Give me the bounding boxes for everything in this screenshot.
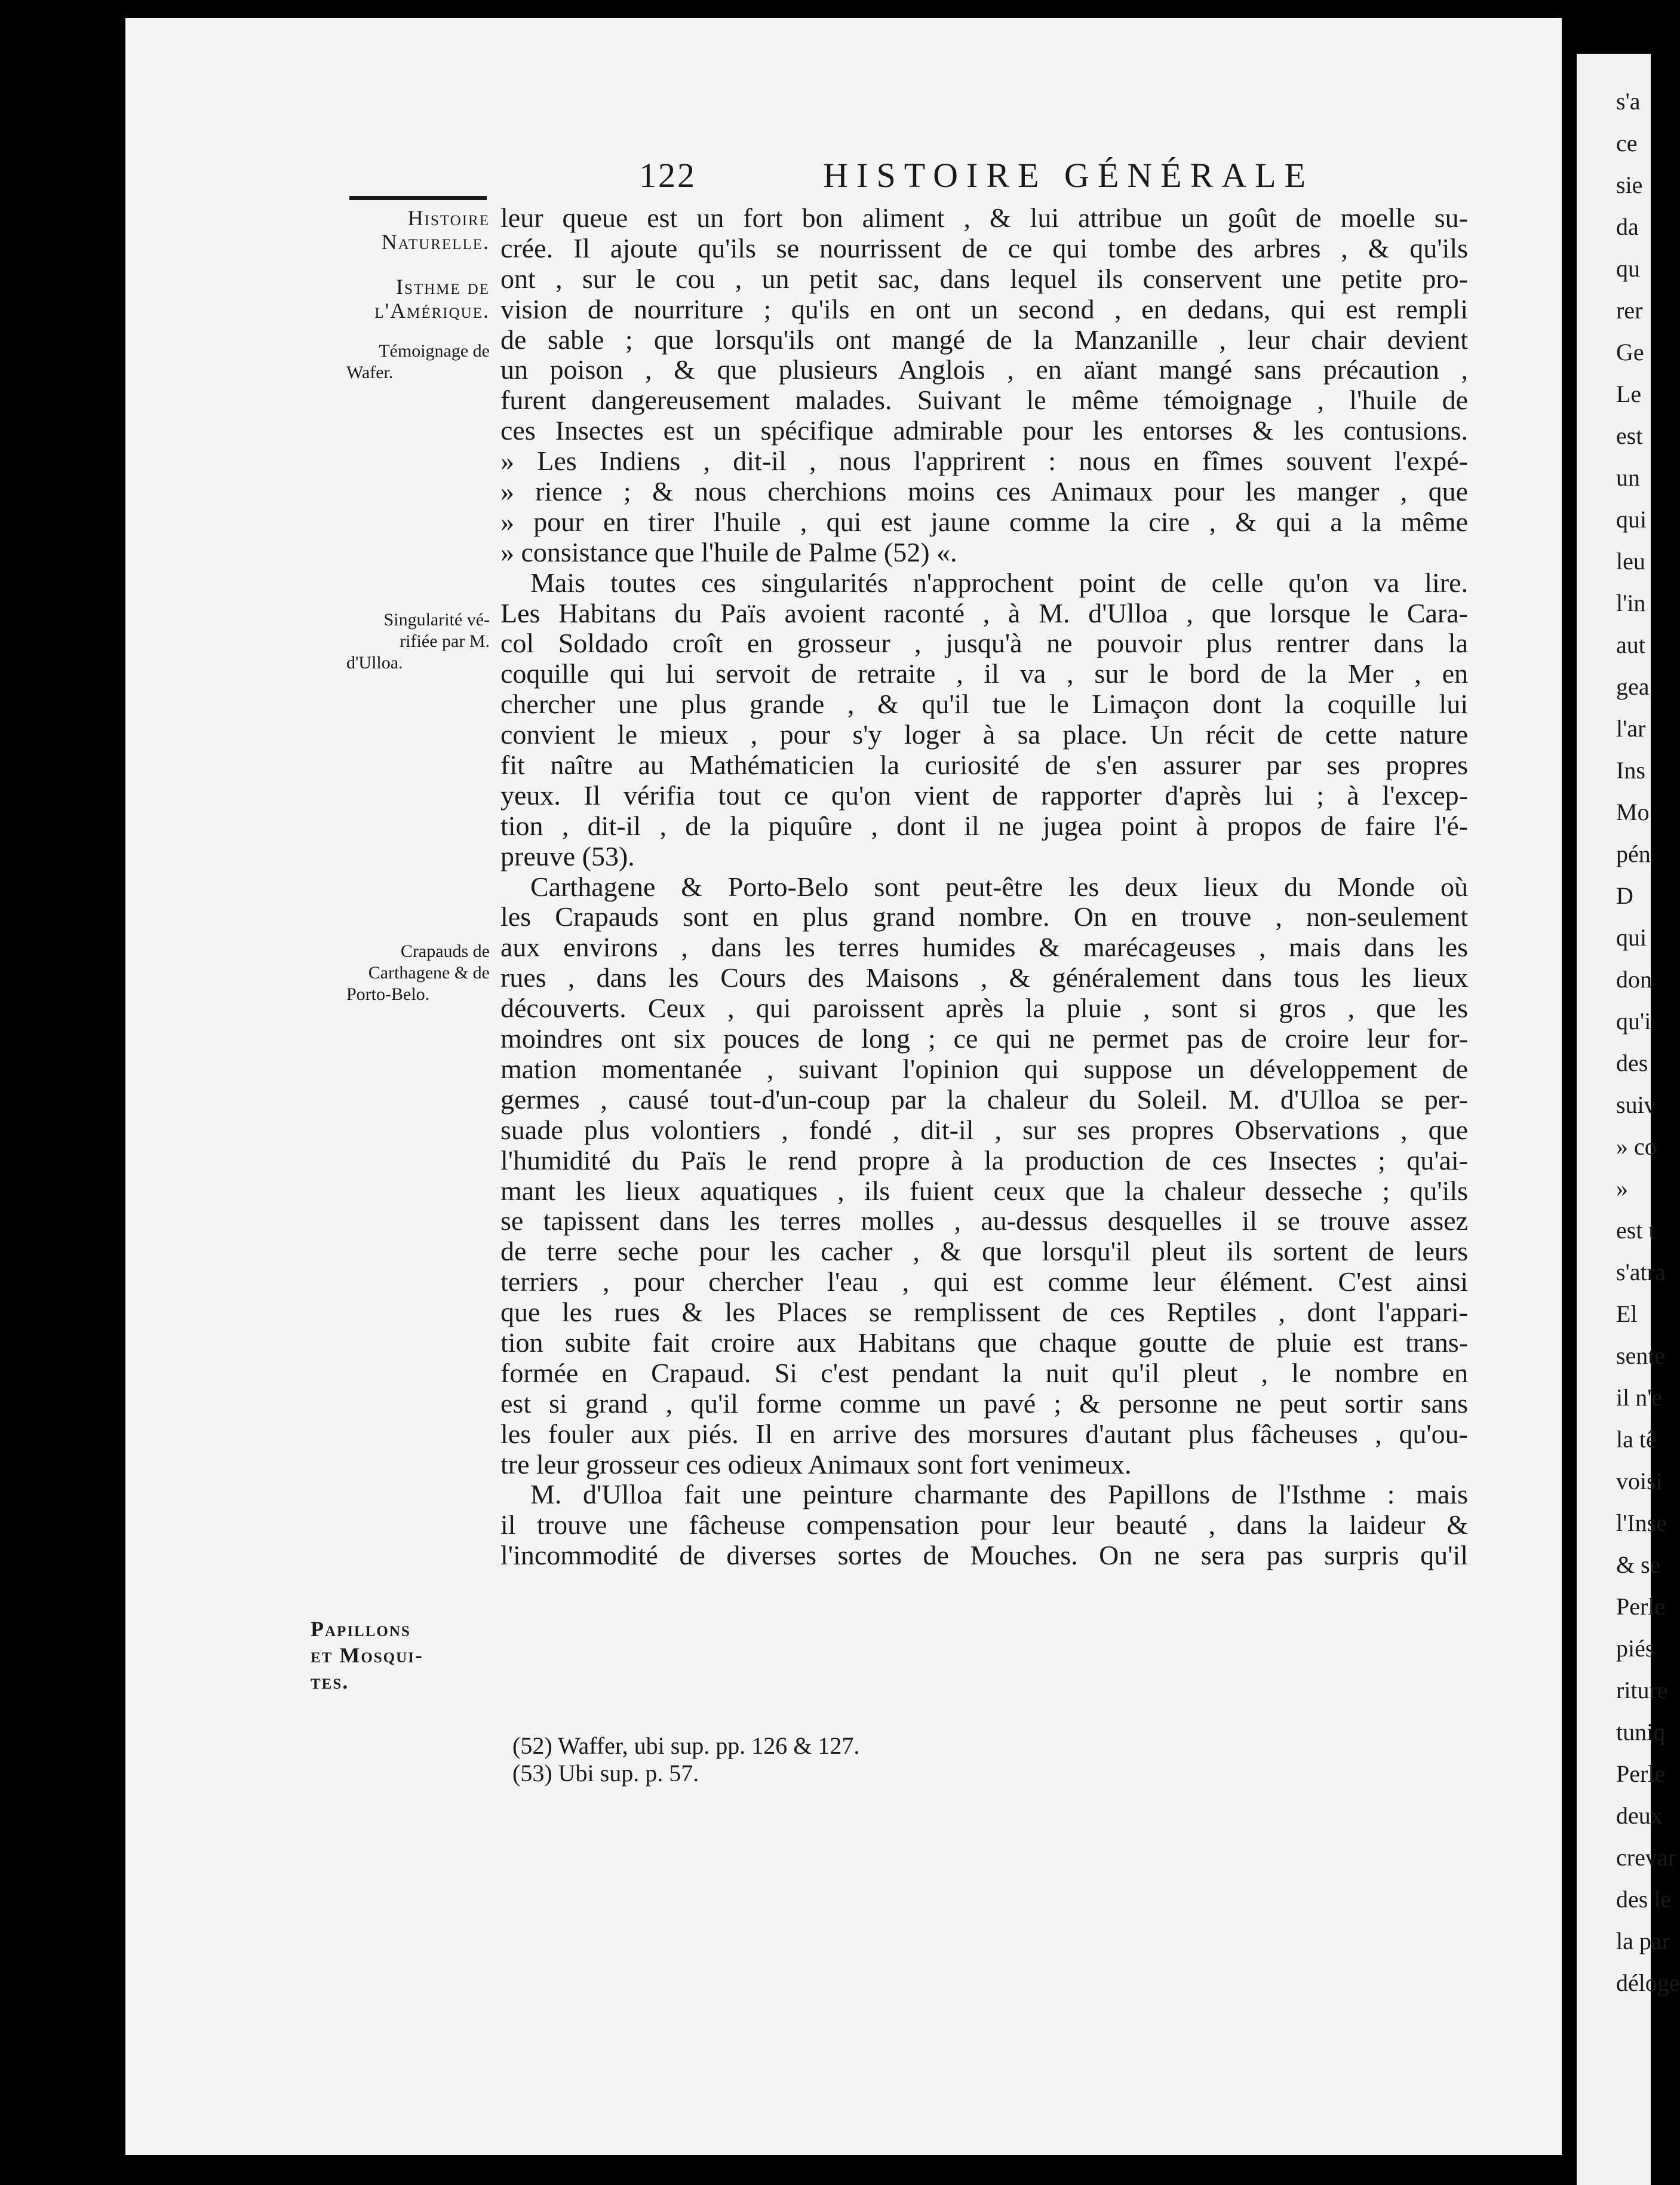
body-line: l'humidité du Païs le rend propre à la production de ces Insectes ; qu'ai-: [500, 1144, 1468, 1176]
body-line: convient le mieux , pour s'y loger à sa place. Un récit de cette nature: [500, 719, 1468, 750]
adjacent-page-fragment: »: [1616, 1175, 1628, 1202]
body-line: coquille qui lui servoit de retraite , il va , sur le bord de la Mer , en: [500, 658, 1468, 689]
adjacent-page-fragment: Ge: [1616, 339, 1644, 366]
adjacent-page-fragment: s'atra: [1616, 1259, 1666, 1285]
page-header: [639, 155, 1314, 203]
adjacent-page-fragment: Mo: [1616, 799, 1650, 825]
body-line: terriers , pour chercher l'eau , qui est comme leur élément. C'est ainsi: [500, 1266, 1468, 1297]
body-line: » Les Indiens , dit-il , nous l'apprirent : nous en fîmes souvent l'expé-: [500, 446, 1468, 477]
page-number: 122: [639, 156, 696, 195]
body-line: les Crapauds sont en plus grand nombre. On en trouve , non-seulement: [500, 901, 1468, 932]
adjacent-page-fragment: voisi: [1616, 1468, 1663, 1494]
body-line: tion , dit-il , de la piquûre , dont il ne jugea point à propos de faire l'é-: [500, 810, 1468, 841]
body-line: vision de nourriture ; qu'ils en ont un second , en dedans, qui est rempli: [500, 293, 1468, 324]
side-note-ulloa: Singularité vé- rifiée par M. d'Ulloa.: [346, 610, 490, 673]
adjacent-page-fragment: qu'i: [1616, 1008, 1651, 1035]
body-line: » consistance que l'huile de Palme (52) «.: [500, 536, 957, 567]
body-line: preuve (53).: [500, 840, 635, 871]
adjacent-page-fragment: D: [1616, 882, 1633, 909]
body-line: il trouve une fâcheuse compensation pour leur beauté , dans la laideur &: [500, 1509, 1468, 1540]
body-line: formée en Crapaud. Si c'est pendant la nuit qu'il pleut , le nombre en: [500, 1357, 1468, 1388]
adjacent-page-fragment: l'ar: [1616, 715, 1646, 742]
body-line: leur queue est un fort bon aliment , & lui attribue un goût de moelle su-: [500, 202, 1468, 233]
body-line: moindres ont six pouces de long ; ce qui ne permet pas de croire leur for-: [500, 1023, 1468, 1054]
footnote-53: (53) Ubi sup. p. 57.: [512, 1760, 699, 1787]
adjacent-page-fragment: qu: [1616, 255, 1640, 282]
adjacent-page-fragment: la tê: [1616, 1426, 1657, 1453]
body-line: crée. Il ajoute qu'ils se nourrissent de ce qui tombe des arbres , & qu'ils: [500, 232, 1468, 263]
adjacent-page-fragment: piés: [1616, 1635, 1655, 1662]
adjacent-page-fragment: Ins: [1616, 757, 1645, 784]
body-text: [500, 203, 1468, 1571]
adjacent-page-fragment: Perle: [1616, 1593, 1666, 1620]
adjacent-page-edge: [1577, 54, 1680, 2185]
body-line: tion subite fait croire aux Habitans que chaque goutte de pluie est trans-: [500, 1327, 1468, 1358]
adjacent-page-fragment: des le: [1616, 1886, 1672, 1913]
adjacent-page-fragment: ce: [1616, 130, 1638, 156]
body-line: Carthagene & Porto-Belo sont peut-être les deux lieux du Monde où: [530, 871, 1468, 902]
adjacent-page-fragment: riture: [1616, 1677, 1668, 1704]
body-line: » rience ; & nous cherchions moins ces Animaux pour les manger , que: [500, 476, 1468, 507]
adjacent-page-fragment: déloge: [1616, 1969, 1680, 1996]
body-line: que les rues & les Places se remplissent de ces Reptiles , dont l'appari-: [500, 1297, 1468, 1328]
body-line: rues , dans les Cours des Maisons , & généralement dans tous les lieux: [500, 962, 1468, 993]
adjacent-page-fragment: El: [1616, 1300, 1638, 1327]
adjacent-page-fragment: la par: [1616, 1928, 1670, 1954]
body-line: se tapissent dans les terres molles , au-dessus desquelles il se trouve assez: [500, 1205, 1468, 1236]
body-line: ces Insectes est un spécifique admirable pour les entorses & les contusions.: [500, 415, 1468, 446]
adjacent-page-fragment: est: [1616, 422, 1643, 449]
body-line: germes , causé tout-d'un-coup par la chaleur du Soleil. M. d'Ulloa se per-: [500, 1084, 1468, 1115]
body-line: col Soldado croît en grosseur , jusqu'à ne pouvoir plus rentrer dans la: [500, 628, 1468, 659]
adjacent-page-fragment: il n'e: [1616, 1384, 1663, 1411]
adjacent-page-fragment: crevar: [1616, 1844, 1676, 1871]
body-line: aux environs , dans les terres humides & marécageuses , mais dans les: [500, 932, 1468, 963]
body-line: découverts. Ceux , qui paroissent après la pluie , sont si gros , que les: [500, 993, 1468, 1024]
adjacent-page-fragment: gea: [1616, 673, 1650, 700]
adjacent-page-fragment: un: [1616, 464, 1640, 491]
body-line: est si grand , qu'il forme comme un pavé ; & personne ne peut sortir sans: [500, 1388, 1468, 1419]
adjacent-page-fragment: sie: [1616, 171, 1643, 198]
adjacent-page-fragment: rer: [1616, 297, 1643, 324]
body-line: chercher une plus grande , & qu'il tue le Limaçon dont la coquille lui: [500, 689, 1468, 720]
body-line: Mais toutes ces singularités n'approchent point de celle qu'on va lire.: [530, 567, 1468, 598]
body-line: furent dangereusement malades. Suivant le même témoignage , l'huile de: [500, 385, 1468, 416]
body-line: yeux. Il vérifia tout ce qu'on vient de rapporter d'après lui ; à l'excep-: [500, 780, 1468, 811]
adjacent-page-fragment: deux: [1616, 1802, 1663, 1829]
body-line: de sable ; que lorsqu'ils ont mangé de la Manzanille , leur chair devient: [500, 324, 1468, 355]
side-note-crapauds: Crapauds de Carthagene & de Porto-Belo.: [346, 941, 490, 1004]
adjacent-page-fragment: tuniq: [1616, 1718, 1666, 1745]
side-note-papillons: Papillons et Mosqui- tes.: [311, 1617, 423, 1693]
adjacent-page-fragment: da: [1616, 213, 1639, 240]
body-line: Les Habitans du Païs avoient raconté , à M. d'Ulloa , que lorsque le Cara-: [500, 597, 1468, 628]
body-line: mant les lieux aquatiques , ils fuient ceux que la chaleur desseche ; qu'ils: [500, 1175, 1468, 1206]
adjacent-page-fragment: » co: [1616, 1133, 1657, 1160]
adjacent-page-fragment: leu: [1616, 548, 1645, 575]
adjacent-page-fragment: l'Inse: [1616, 1509, 1667, 1536]
footnotes: [500, 1732, 859, 1787]
body-line: ont , sur le cou , un petit sac, dans lequel ils conservent une petite pro-: [500, 263, 1468, 294]
body-line: un poison , & que plusieurs Anglois , en aïant mangé sans précaution ,: [500, 354, 1468, 385]
adjacent-page-fragment: qui: [1616, 506, 1647, 533]
body-line: » pour en tirer l'huile , qui est jaune comme la cire , & qui a la même: [500, 506, 1468, 537]
adjacent-page-fragment: l'in: [1616, 590, 1646, 616]
body-line: mation momentanée , suivant l'opinion qui suppose un développement de: [500, 1053, 1468, 1084]
adjacent-page-fragment: sente: [1616, 1342, 1666, 1369]
footnote-52: (52) Waffer, ubi sup. pp. 126 & 127.: [512, 1732, 860, 1759]
side-note-wafer: Témoignage de Wafer.: [346, 341, 490, 382]
adjacent-page-fragment: aut: [1616, 631, 1645, 658]
body-line: fit naître au Mathématicien la curiosité de s'en assurer par ses propres: [500, 750, 1468, 781]
side-note-histoire-naturelle: Histoire Naturelle.: [381, 206, 490, 254]
adjacent-page-fragment: s'a: [1616, 88, 1641, 115]
adjacent-page-fragment: & se: [1616, 1551, 1661, 1578]
body-line: M. d'Ulloa fait une peinture charmante des Papillons de l'Isthme : mais: [530, 1479, 1468, 1510]
body-line: les fouler aux piés. Il en arrive des morsures d'autant plus fâcheuses , qu'ou-: [500, 1418, 1468, 1449]
adjacent-page-fragment: qui: [1616, 924, 1647, 951]
side-note-isthme: Isthme de l'Amérique.: [374, 275, 490, 323]
body-line: l'incommodité de diverses sortes de Mouches. On ne sera pas surpris qu'il: [500, 1540, 1468, 1571]
adjacent-page-fragment: Le: [1616, 380, 1642, 407]
margin-rule: [349, 196, 487, 200]
adjacent-page-fragment: suiv: [1616, 1091, 1656, 1118]
adjacent-page-fragment: Perle: [1616, 1760, 1666, 1787]
adjacent-page-fragment: pén: [1616, 840, 1651, 867]
body-line: de terre seche pour les cacher , & que lorsqu'il pleut ils sortent de leurs: [500, 1236, 1468, 1267]
adjacent-page-fragment: des: [1616, 1049, 1648, 1076]
body-line: suade plus volontiers , fondé , dit-il , sur ses propres Observations , que: [500, 1114, 1468, 1145]
body-line: tre leur grosseur ces odieux Animaux sont fort venimeux.: [500, 1449, 1132, 1480]
adjacent-page-fragment: don: [1616, 966, 1652, 993]
running-title: HISTOIRE GÉNÉRALE: [823, 156, 1314, 195]
adjacent-page-fragment: est t: [1616, 1217, 1656, 1244]
